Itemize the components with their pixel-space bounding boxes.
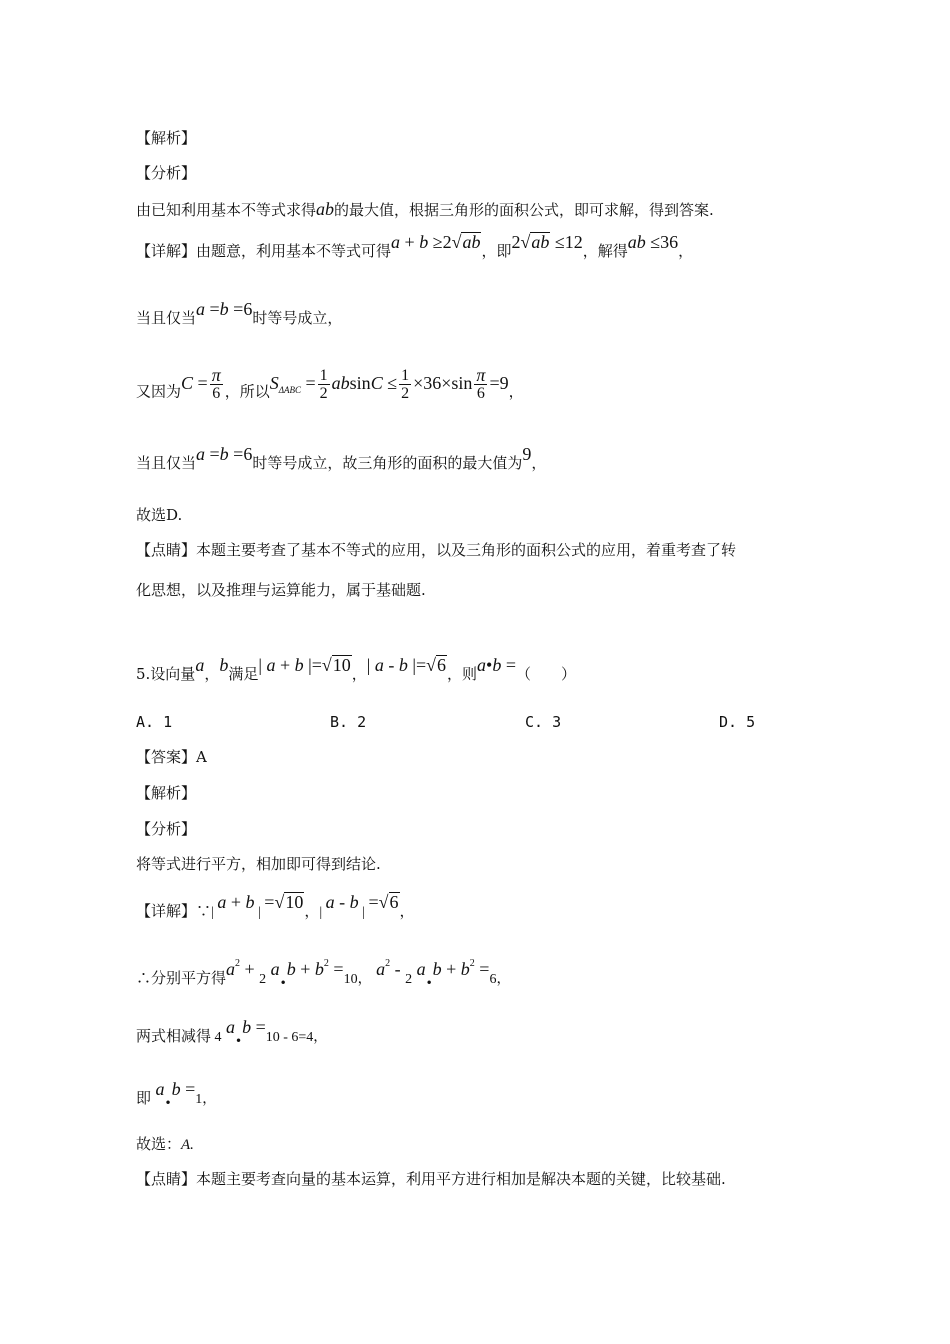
answer-label: 【答案】A xyxy=(136,748,207,766)
detail-line-q5-3: 两式相减得 4 $a_•b =10 - 6=4$， xyxy=(136,1017,328,1048)
detail-line-2: 当且仅当a =b =6时等号成立， xyxy=(136,299,343,327)
question-5-stem: 5.设向量a，b满足| a + b |=√10，| a - b |=√6，则a•b =（ ） xyxy=(136,655,577,683)
option-b: B. 2 xyxy=(330,713,367,731)
answer-choice-line-2: 故选：A. xyxy=(136,1135,194,1153)
comment-line-1: 【点睛】本题主要考查了基本不等式的应用，以及三角形的面积公式的应用，着重考查了转 xyxy=(136,541,737,559)
detail-line-1: 【详解】由题意，利用基本不等式可得a + b ≥2√ab，即2√ab ≤12，解得ab ≤36， xyxy=(136,232,694,260)
section-label-jiexi: 【解析】 xyxy=(136,129,197,147)
section-label-fenxi-2: 【分析】 xyxy=(136,820,197,838)
detail-line-q5-1: 【详解】∵| a + b | =√10，| a - b | =√6， xyxy=(136,892,415,920)
detail-line-q5-4: 即 $a_•b =1$， xyxy=(136,1079,217,1110)
comment-line-q5: 【点睛】本题主要考查向量的基本运算，利用平方进行相加是解决本题的关键，比较基础. xyxy=(136,1170,726,1188)
detail-line-3: 又因为C = $\frac{\pi}{6}$ ，所以$S_{\Delta ABC}$ = $\frac{1}{2}$ absinC ≤ $\frac{1}{2}$ ×36×sin $\frac{\pi}{6}$ =9， xyxy=(136,365,524,402)
option-a: A. 1 xyxy=(136,713,173,731)
answer-choice-line: 故选D. xyxy=(136,506,183,524)
detail-line-q5-2: ∴分别平方得$a^2 + 2$ $a_•b + b^2 =10$， $a^2 - 2$ $a_•b + b^2 =6$， xyxy=(136,958,511,990)
section-label-fenxi: 【分析】 xyxy=(136,164,197,182)
option-d: D. 5 xyxy=(719,713,756,731)
option-c: C. 3 xyxy=(525,713,562,731)
analysis-text-2: 将等式进行平方，相加即可得到结论. xyxy=(136,855,381,873)
analysis-text: 由已知利用基本不等式求得ab的最大值，根据三角形的面积公式，即可求解，得到答案. xyxy=(136,199,714,219)
section-label-jiexi-2: 【解析】 xyxy=(136,784,197,802)
comment-line-2: 化思想，以及推理与运算能力，属于基础题. xyxy=(136,581,426,599)
detail-line-4: 当且仅当a =b =6时等号成立，故三角形的面积的最大值为9， xyxy=(136,444,547,472)
